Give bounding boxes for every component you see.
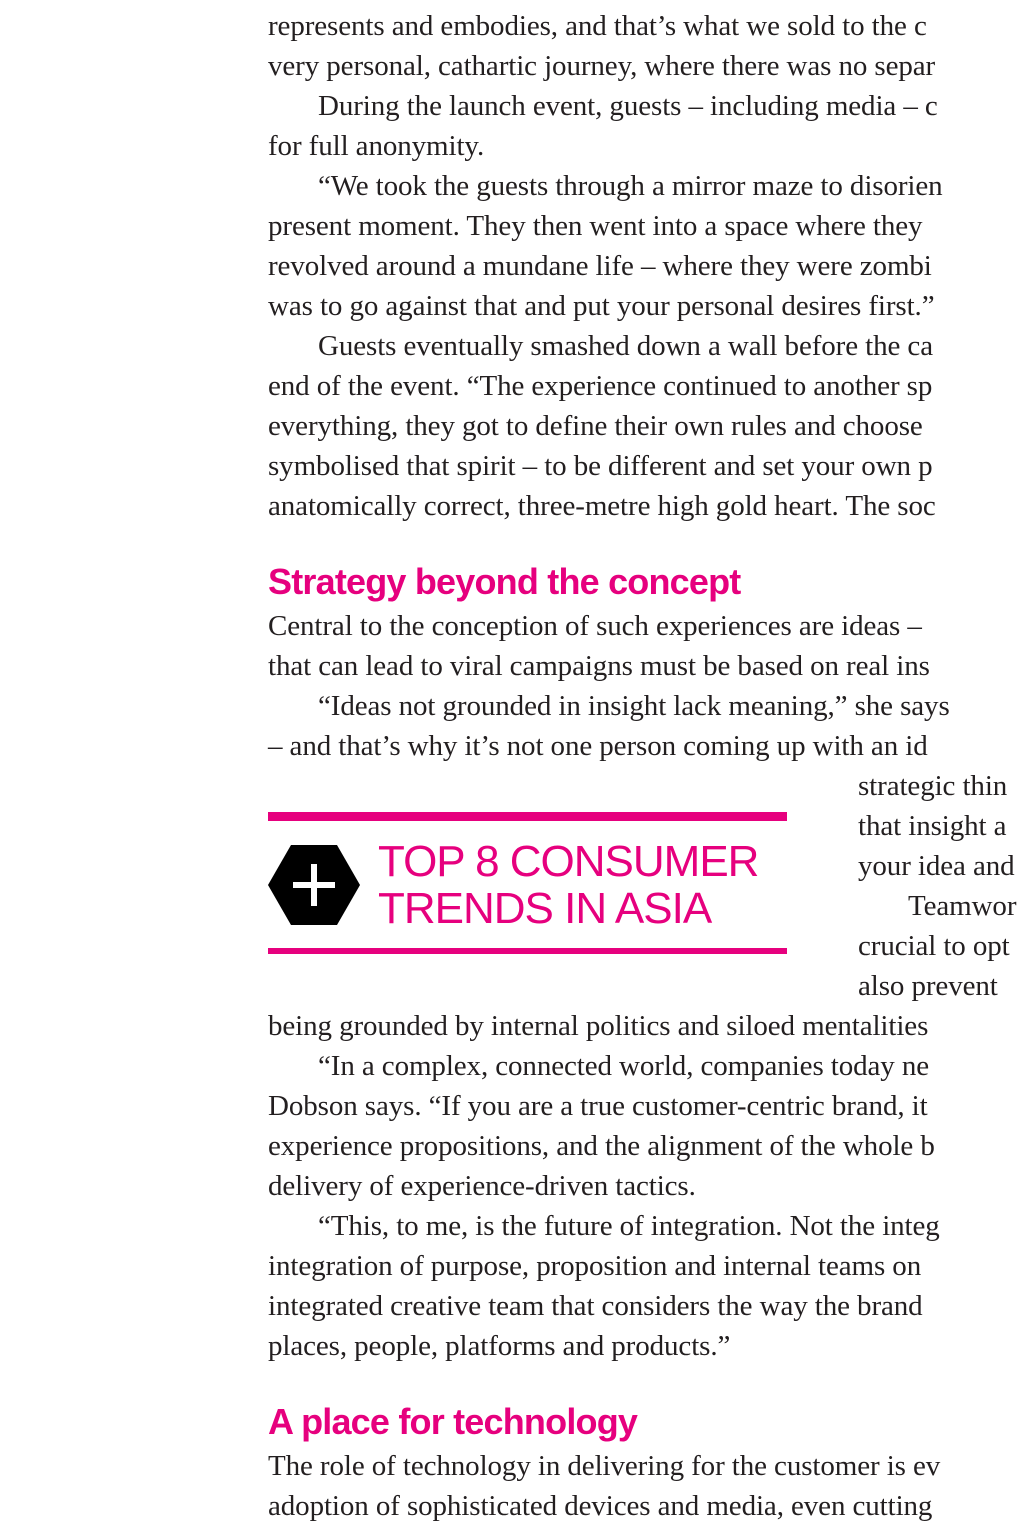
body-line: – and that’s why it’s not one person coming up with an id xyxy=(268,730,928,762)
body-line: was to go against that and put your personal desires first.” xyxy=(268,290,935,322)
body-line: present moment. They then went into a space where they xyxy=(268,210,923,242)
paragraph-start: “Ideas not grounded in insight lack meaning,” she says xyxy=(318,690,950,722)
body-line: very personal, cathartic journey, where there was no separ xyxy=(268,50,936,82)
body-line: represents and embodies, and that’s what we sold to the c xyxy=(268,10,927,42)
body-line: for full anonymity. xyxy=(268,130,485,162)
body-line: anatomically correct, three-metre high gold heart. The soc xyxy=(268,490,936,522)
body-line: everything, they got to define their own rules and choose xyxy=(268,410,923,442)
body-line: your idea and xyxy=(858,850,1015,882)
body-line: that insight a xyxy=(858,810,1007,842)
callout-bottom-rule xyxy=(268,948,787,954)
body-line: that can lead to viral campaigns must be based on real ins xyxy=(268,650,930,682)
paragraph-start: “We took the guests through a mirror maze to disorien xyxy=(318,170,943,202)
callout-title-line: TOP 8 CONSUMER xyxy=(378,837,759,886)
body-line: places, people, platforms and products.” xyxy=(268,1330,731,1362)
body-line: strategic thin xyxy=(858,770,1008,802)
body-line: revolved around a mundane life – where they were zombi xyxy=(268,250,932,282)
body-line: end of the event. “The experience continued to another sp xyxy=(268,370,933,402)
body-line: also prevent xyxy=(858,970,998,1002)
body-line: being grounded by internal politics and siloed mentalities xyxy=(268,1010,929,1042)
body-line: symbolised that spirit – to be different and set your own p xyxy=(268,450,933,482)
body-line: Central to the conception of such experiences are ideas – xyxy=(268,610,922,642)
body-line: experience propositions, and the alignment of the whole b xyxy=(268,1130,935,1162)
body-line: The role of technology in delivering for the customer is ev xyxy=(268,1450,941,1482)
body-line: integration of purpose, proposition and internal teams on xyxy=(268,1250,922,1282)
paragraph-start: “This, to me, is the future of integration. Not the integ xyxy=(318,1210,940,1242)
callout-top-rule xyxy=(268,812,787,821)
callout-title xyxy=(378,838,758,932)
paragraph-start: Teamwor xyxy=(908,890,1017,922)
body-line: delivery of experience-driven tactics. xyxy=(268,1170,696,1202)
paragraph-start: During the launch event, guests – including media – c xyxy=(318,90,938,122)
section-heading-strategy: Strategy beyond the concept xyxy=(268,561,741,602)
paragraph-start: “In a complex, connected world, companies today ne xyxy=(318,1050,930,1082)
section-heading-technology: A place for technology xyxy=(268,1401,638,1442)
callout-title-line: TRENDS IN ASIA xyxy=(378,884,712,933)
body-line: integrated creative team that considers the way the brand xyxy=(268,1290,923,1322)
paragraph-start: Guests eventually smashed down a wall before the ca xyxy=(318,330,933,362)
body-line: adoption of sophisticated devices and media, even cutting xyxy=(268,1490,933,1522)
body-line: crucial to opt xyxy=(858,930,1010,962)
trends-callout[interactable] xyxy=(268,812,787,954)
body-line: Dobson says. “If you are a true customer-centric brand, it xyxy=(268,1090,928,1122)
plus-hexagon-icon xyxy=(268,845,360,925)
